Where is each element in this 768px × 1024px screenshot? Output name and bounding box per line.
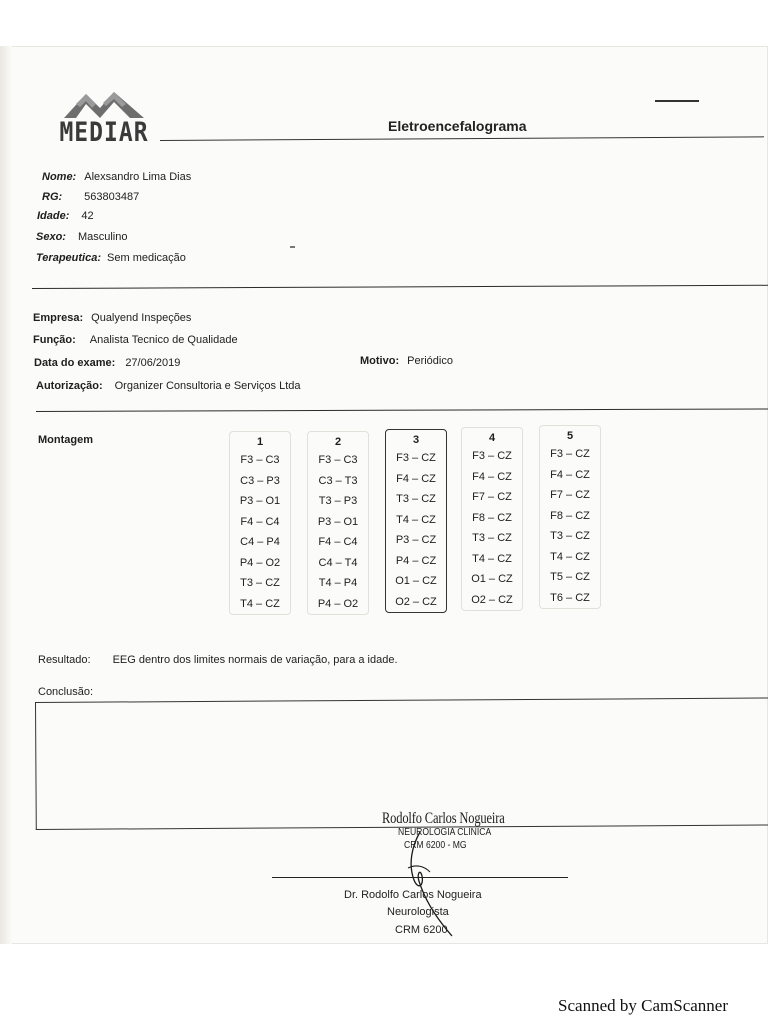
result-label: Resultado:	[38, 654, 91, 666]
montage-derivation: T6 – CZ	[550, 591, 590, 604]
role-value: Analista Tecnico de Qualidade	[89, 334, 238, 346]
reason-label: Motivo:	[360, 355, 400, 367]
montage-derivation: F3 – C3	[240, 454, 280, 466]
mediar-logo	[56, 88, 152, 150]
montage-derivation: T3 – CZ	[396, 493, 436, 505]
field-reason	[360, 355, 453, 367]
field-name	[42, 171, 191, 183]
montage-derivation: P3 – CZ	[395, 534, 437, 546]
montage-derivation: F3 – CZ	[472, 450, 512, 462]
montage-derivation: C3 – P3	[240, 474, 280, 487]
exam-date-label: Data do exame:	[34, 357, 116, 369]
field-company	[33, 312, 191, 324]
scanner-watermark: Scanned by CamScanner	[558, 996, 728, 1015]
montage-derivation: T3 – CZ	[550, 530, 590, 542]
stamp-specialty: NEUROLOGIA CLÍNICA	[398, 827, 492, 838]
therapy-value: Sem medicação	[107, 252, 186, 264]
montage-derivation: F8 – CZ	[550, 509, 590, 522]
montage-derivation: O2 – CZ	[471, 593, 513, 606]
montage-derivation: C4 – T4	[318, 556, 358, 569]
montage-derivation: T4 – CZ	[396, 513, 436, 526]
montage-derivation: F8 – CZ	[472, 511, 512, 524]
field-authorization	[36, 380, 301, 392]
montage-derivation: F3 – CZ	[396, 452, 436, 464]
montage-derivation: F7 – CZ	[472, 491, 512, 503]
montage-derivation: T4 – P4	[318, 577, 358, 589]
montage-derivation: T5 – CZ	[550, 571, 590, 583]
montage-column-2	[307, 431, 369, 615]
stray-mark	[290, 246, 295, 248]
handwritten-signature	[390, 824, 480, 940]
montage-column-number: 3	[412, 434, 420, 446]
montage-label: Montagem	[38, 434, 93, 446]
montage-derivation: F4 – C4	[240, 515, 280, 528]
montage-column-3	[385, 429, 447, 613]
company-value: Qualyend Inspeções	[91, 312, 192, 324]
signature-line	[272, 877, 568, 878]
name-label: Nome:	[42, 171, 77, 183]
montage-derivation: F3 – CZ	[550, 448, 590, 460]
montage-derivation: T4 – CZ	[240, 597, 280, 610]
field-sex	[36, 231, 128, 243]
result-text: EEG dentro dos limites normais de variação, para a idade.	[112, 654, 398, 666]
field-role	[33, 334, 238, 346]
pen-mark	[655, 100, 699, 102]
montage-derivation: C3 – T3	[318, 474, 358, 487]
montage-derivation: F3 – C3	[318, 454, 358, 466]
paper-edge	[0, 46, 12, 944]
stamp-crm: CRM 6200 - MG	[404, 840, 467, 851]
montage-column-1	[229, 431, 291, 615]
scan-background	[0, 0, 768, 48]
montage-derivation: T3 – P3	[318, 495, 358, 507]
exam-date-value: 27/06/2019	[125, 357, 181, 369]
logo-wordmark: MEDIAR	[59, 118, 149, 148]
montage-derivation: T4 – CZ	[550, 550, 590, 563]
montage-derivation: P4 – CZ	[395, 554, 437, 567]
montage-derivation: T3 – CZ	[472, 532, 512, 544]
montage-derivation: F4 – C4	[318, 536, 358, 548]
authorization-label: Autorização:	[36, 380, 103, 392]
montage-column-number: 1	[256, 436, 264, 448]
field-therapy	[36, 252, 186, 264]
role-label: Função:	[33, 334, 76, 346]
montage-derivation: T4 – CZ	[472, 552, 512, 565]
field-age	[37, 210, 94, 222]
stamp-name: Rodolfo Carlos Nogueira	[382, 810, 505, 827]
montage-column-number: 2	[334, 436, 342, 448]
montage-derivation: O1 – CZ	[471, 573, 513, 585]
sex-value: Masculino	[77, 231, 128, 243]
reason-value: Periódico	[407, 355, 453, 367]
therapy-label: Terapeutica:	[36, 252, 102, 264]
montage-derivation: F4 – CZ	[550, 468, 590, 481]
rg-label: RG:	[42, 191, 63, 203]
montage-column-4	[461, 427, 523, 611]
montage-derivation: P4 – O2	[239, 556, 281, 569]
signatory-name: Dr. Rodolfo Carlos Nogueira	[344, 889, 482, 901]
age-value: 42	[81, 210, 94, 222]
rg-value: 563803487	[84, 191, 140, 203]
montage-column-number: 5	[566, 430, 574, 442]
montage-derivation: P4 – O2	[317, 597, 359, 610]
name-value: Alexsandro Lima Dias	[84, 171, 192, 183]
sex-label: Sexo:	[36, 231, 66, 243]
montage-derivation: F4 – CZ	[472, 470, 512, 483]
field-exam-date	[34, 357, 180, 369]
age-label: Idade:	[37, 210, 70, 222]
montage-derivation: T3 – CZ	[240, 577, 280, 589]
signatory-title: Neurologista	[387, 906, 449, 918]
montage-derivation: P3 – O1	[317, 515, 359, 528]
montage-column-5	[539, 425, 601, 609]
document-title: Eletroencefalograma	[388, 118, 527, 134]
montage-column-number: 4	[488, 432, 496, 444]
conclusion-label: Conclusão:	[38, 686, 94, 698]
result-line	[38, 654, 398, 666]
montage-derivation: F7 – CZ	[550, 489, 590, 501]
montage-derivation: O1 – CZ	[395, 575, 437, 587]
montage-derivation: O2 – CZ	[395, 595, 437, 608]
signatory-crm: CRM 6200	[395, 924, 448, 936]
field-rg	[42, 191, 139, 203]
montage-derivation: C4 – P4	[240, 536, 280, 548]
authorization-value: Organizer Consultoria e Serviços Ltda	[114, 380, 301, 392]
montage-derivation: F4 – CZ	[396, 472, 436, 485]
montage-derivation: P3 – O1	[239, 495, 281, 507]
company-label: Empresa:	[33, 312, 84, 324]
